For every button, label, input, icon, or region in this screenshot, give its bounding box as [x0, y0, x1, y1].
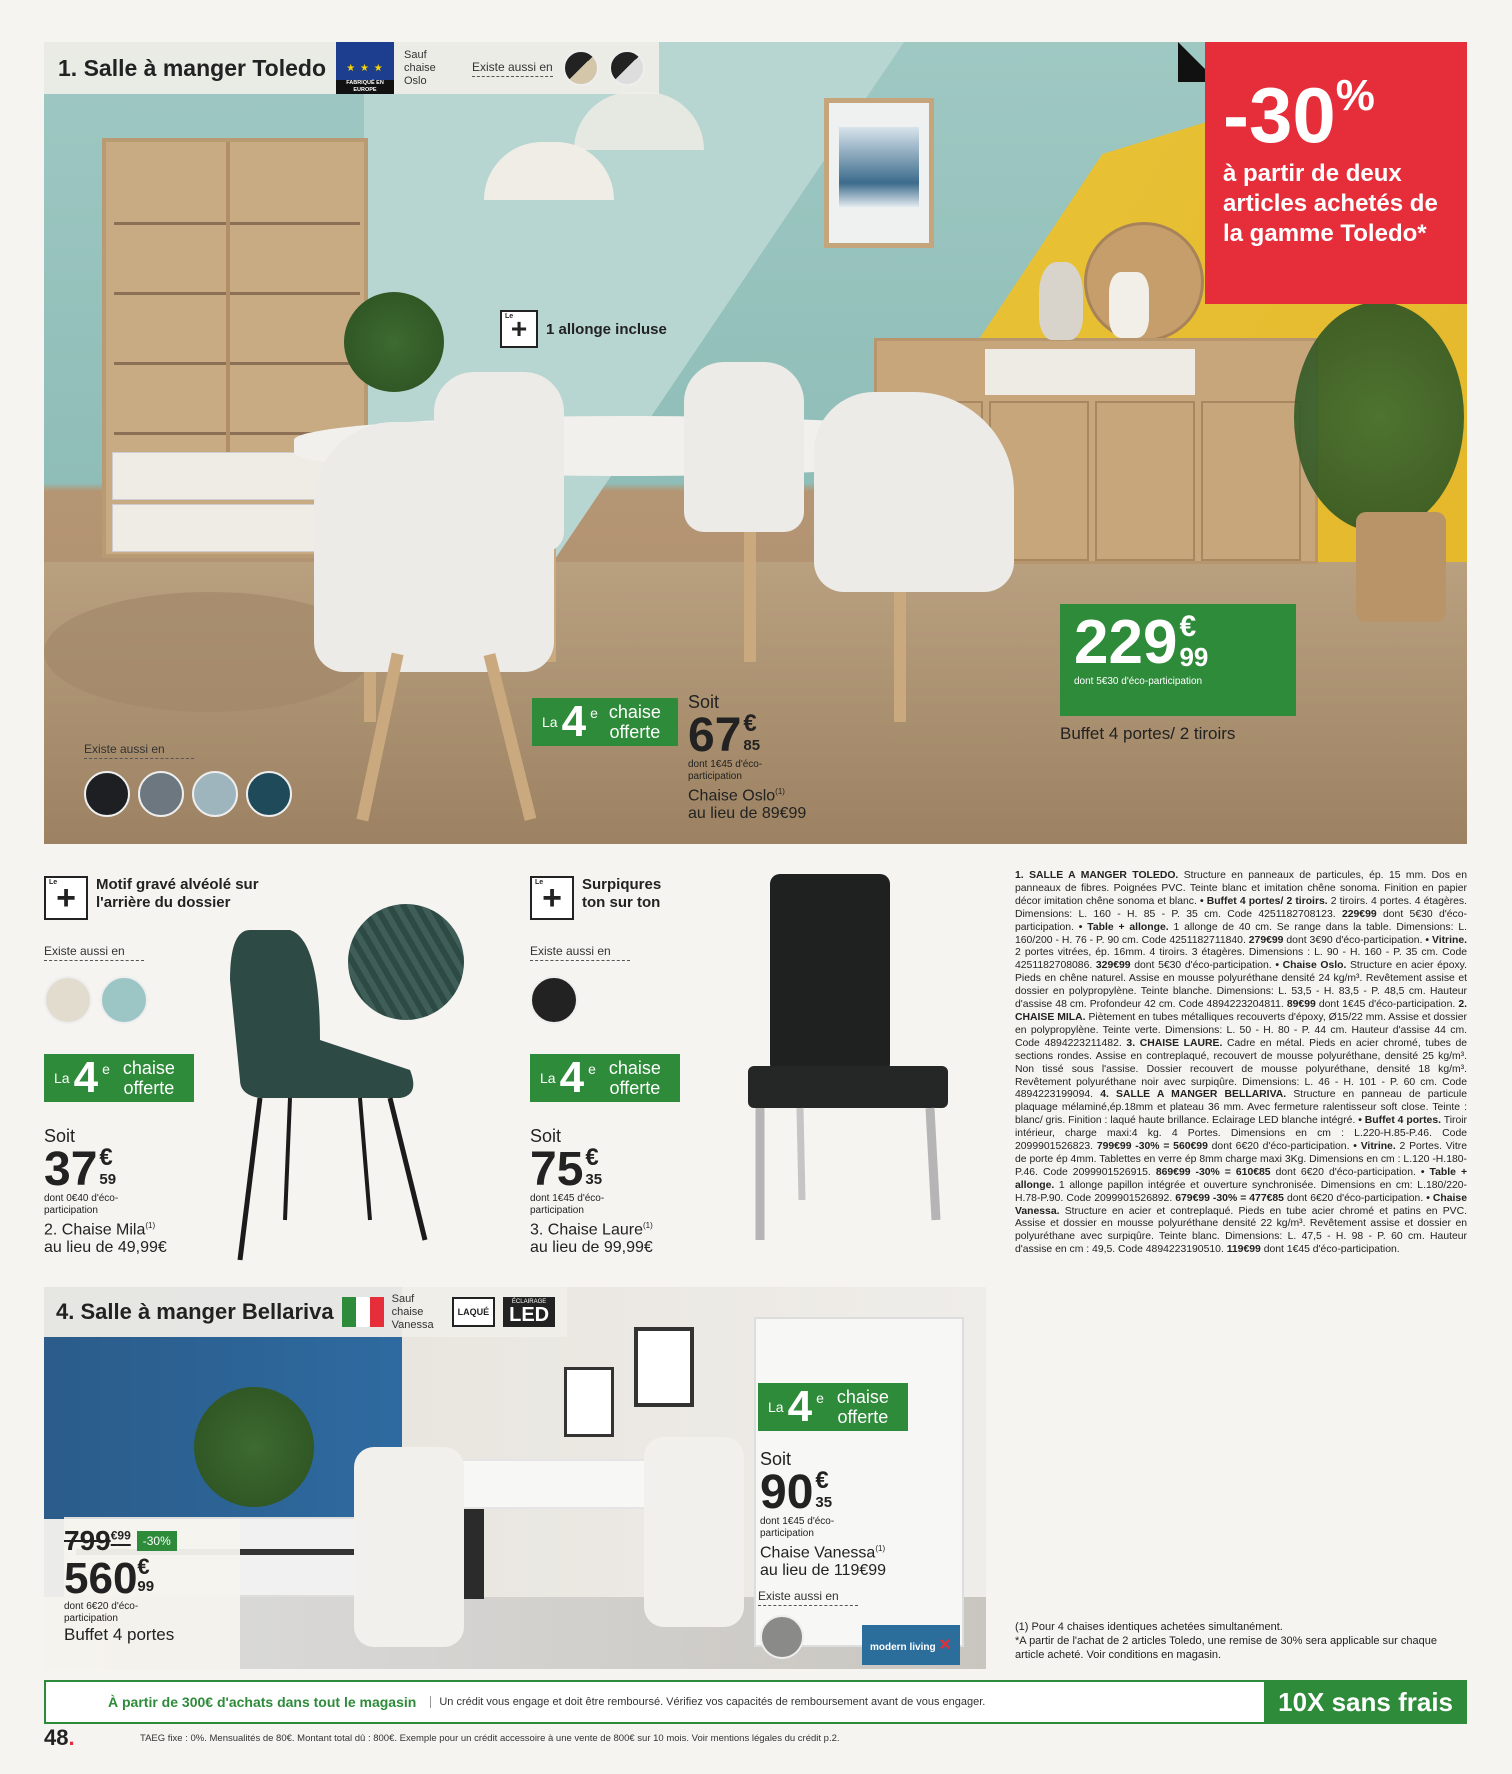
oslo-chair-front	[314, 422, 554, 672]
modern-living-logo: modern living ✕	[862, 1625, 960, 1665]
swatch-grey[interactable]	[138, 771, 184, 817]
oslo-chair-back-2	[684, 362, 804, 532]
allonge-feature	[500, 310, 667, 348]
eu-label: FABRIQUÉ EN EUROPE	[336, 80, 394, 94]
mila-exists-label: Existe aussi en	[44, 944, 144, 961]
wall-frame	[824, 98, 934, 248]
product-description: 1. SALLE A MANGER TOLEDO. Structure en panneaux de particules, ép. 15 mm. Dos en panneaux de fibres. Poignées PVC. Teinte blanc et imitation chêne sonoma. Finition en papier décor imitation chêne sonoma et blanc. • Buffet 4 portes/ 2 tiroirs. 2 tiroirs. 4 portes. 4 étagères. Dimensions: L. 160 - H. 85 - P. 35 cm. Code 4251182708123. 229€99 dont 5€30 d'éco-participation. • Table + allonge. 1 allonge de 40 cm. Se range dans la table. Dimensions: L. 160/200 - H. 76 - P. 90 cm. Code 4251182711840. 279€99 dont 3€90 d'éco-participation. • Vitrine. 2 portes vitrées, ép. 16mm. 4 tiroirs. 3 étagères. Dimensions : L. 90 - H. 160 - P. 35 cm. Code 4251182708086. 329€99 dont 5€30 d'éco-participation. • Chaise Oslo. Structure en acier époxy. Pieds en chêne naturel. Assise en mousse polyuréthane densité 24 kg/m³. Revêtement assise et dossier en polypropylène. Teinte blanche. Dimensions: L. 53,5 - H. 83,5 - P. 48,5 cm. Hauteur d'assise 48 cm. Profondeur 42 cm. Code 4894223204811. 89€99 dont 1€45 d'éco-participation. 2. CHAISE MILA. Piètement en tubes métalliques recouverts d'époxy, Ø15/22 mm. Assise et dossier en polypropylène. Teinte verte. Dimensions: L. 50 - H. 80 - P. 44 cm. Hauteur d'assise 44 cm. Code 4894223211482. 3. CHAISE LAURE. Cadre en métal. Pieds en acier chromé, tubes de sections rondes. Assise en contreplaqué, recouvert de mousse polyuréthane, densité 25 kg/m³. Non tissé sous l'assise. Dossier recouvert de mousse polyuréthane, densité 18 kg/m³. Revêtement polyuréthane noir avec surpiqûre. Dimensions: L. 46 - H. 101 - P. 60 cm. Code 4894223199094. 4. SALLE A MANGER BELLARIVA. Structure en panneau de particule plaquage mélaminé,ép.18mm et plateau 36 mm. Avec fermeture ralentisseur soft close. Teinte : blanc/ gris. Finition : laqué haute brillance. Eclairage LED blanche intégré. • Buffet 4 portes. Tiroir intérieur, charge maxi:4 kg. 4 Portes. Dimensions en cm : L.220-H.85-P.46. Code 2099901526823. 799€99 -30% = 560€99 dont 6€20 d'éco-participation. • Vitrine. 2 Portes. Vitre de porte ép 4mm. Tablettes en verre ép 8mm charge maxi 3Kg. Dimensions en cm : L.120 -H.180-P.46. Code 2099901526915. 869€99 -30% = 610€85 dont 6€20 d'éco-participation. • Table + allonge. 1 allonge papillon intégrée et ouverture synchronisée. Dimensions en cm: L.180/220-H.78-P.90. Code 2099901526892. 679€99 -30% = 477€85 dont 6€20 d'éco-participation. • Chaise Vanessa. Structure en acier et contreplaqué. Pieds en tube acier chromé et patins en PVC. Assise et dossier en mousse polyuréthane densité 22 kg/m³. Revêtement assise et dossier en polyuréthane avec surpiqûre. Teinte blanc. Dimensions: L. 47,5 - H. 98 - P. 60 cm. Hauteur d'assise en cm : 49,5. Code 4894223190510. 119€99 dont 1€45 d'éco-participation.	[1015, 870, 1468, 1256]
toledo-title-bar	[44, 42, 659, 94]
vase-2	[1109, 272, 1149, 338]
plant	[1294, 302, 1464, 532]
swatch-black[interactable]	[84, 771, 130, 817]
oslo-chair-right	[814, 392, 1014, 592]
mila-offer-badge: La 4 e chaise offerte	[44, 1054, 194, 1102]
bellariva-buffet-price	[44, 1519, 240, 1669]
vanessa-offer-badge: La 4 e chaise offerte	[758, 1383, 908, 1431]
taeg-legal: TAEG fixe : 0%. Mensualités de 80€. Montant total dû : 800€. Exemple pour un crédit accessoire à une vente de 800€ sur 10 mois. Voir mentions légales du crédit p.2.	[140, 1733, 840, 1744]
footnote-2: *A partir de l'achat de 2 articles Toledo, une remise de 30% sera applicable sur chaque article acheté. Voir conditions en magasin.	[1015, 1635, 1437, 1661]
table-plant	[344, 292, 444, 392]
chair-colors	[84, 742, 292, 817]
page-number: 48.	[44, 1725, 75, 1750]
plant-basket	[1356, 512, 1446, 622]
buffet-eco: dont 5€30 d'éco-participation	[1074, 676, 1203, 687]
laure-swatch-black[interactable]	[530, 976, 578, 1024]
promo-30-percent: -30% à partir de deux articles achetés de la gamme Toledo*	[1205, 42, 1467, 304]
bellariva-title: 4. Salle à manger Bellariva	[56, 1299, 334, 1324]
buffet-name: Buffet 4 portes/ 2 tiroirs	[1060, 724, 1236, 743]
plus-icon: Le +	[530, 876, 574, 920]
led-badge: ÉCLAIRAGE LED	[503, 1297, 555, 1327]
credit-badge: 10X sans frais	[1264, 1682, 1467, 1722]
except-note: Sauf chaise Oslo	[404, 48, 436, 87]
swatch-light-blue[interactable]	[192, 771, 238, 817]
swatch-petrol[interactable]	[246, 771, 292, 817]
toledo-title: 1. Salle à manger Toledo	[58, 54, 326, 81]
mila-swatch-mint[interactable]	[100, 976, 148, 1024]
plus-icon: Le +	[500, 310, 538, 348]
mila-price-block: Soit 37 € 59 dont 0€40 d'éco-participation 2. Chaise Mila$^{(1)}$ au lieu de 49,99€	[44, 1126, 167, 1257]
laure-exists-label: Existe aussi en	[530, 944, 630, 961]
footnote-1: (1) Pour 4 chaises identiques achetées simultanément.	[1015, 1621, 1283, 1633]
laure-offer-badge: La 4 e chaise offerte	[530, 1054, 680, 1102]
laque-badge: LAQUÉ	[452, 1297, 496, 1327]
vase	[1039, 262, 1083, 340]
promo-text: à partir de deux articles achetés de la gamme Toledo*	[1223, 160, 1438, 247]
oslo-offer-badge: La 4 e chaise offerte	[532, 698, 678, 746]
bellariva-buffet-name: Buffet 4 portes	[64, 1625, 175, 1644]
vanessa-chair-2	[644, 1437, 744, 1627]
bellariva-title-bar	[44, 1287, 567, 1337]
footnotes	[1015, 1620, 1467, 1662]
italy-flag-icon	[342, 1297, 384, 1327]
mila-pattern-zoom	[348, 904, 464, 1020]
credit-banner	[44, 1680, 1467, 1724]
bellariva-image	[44, 1287, 986, 1669]
bellariva-except-note: Sauf chaise Vanessa	[391, 1292, 434, 1331]
allonge-note: 1 allonge incluse	[546, 320, 667, 338]
laure-feature: Le + Surpiqures ton sur ton	[530, 876, 682, 920]
mila-feature: Le + Motif gravé alvéolé sur l'arrière du dossier	[44, 876, 296, 920]
vanessa-chair	[354, 1447, 464, 1647]
oslo-price-block: Soit 67 € 85 dont 1€45 d'éco-participation Chaise Oslo$^{(1)}$ au lieu de 89€99	[688, 692, 807, 823]
discount-badge: -30%	[137, 1531, 177, 1551]
buffet-price-tag	[1060, 604, 1296, 716]
exists-label: Existe aussi en	[472, 60, 553, 77]
vanessa-price-block: Soit 90 € 35 dont 1€45 d'éco-participation Chaise Vanessa$^{(1)}$ au lieu de 119€99	[760, 1449, 887, 1580]
vanessa-exists-label: Existe aussi en	[758, 1589, 858, 1606]
laure-chair-image	[740, 870, 960, 1270]
credit-warning: Un crédit vous engage et doit être remboursé. Vérifiez vos capacités de remboursement avant de vous engager.	[430, 1696, 1264, 1708]
new-price: 560 € 99	[64, 1554, 155, 1603]
mila-swatch-beige[interactable]	[44, 976, 92, 1024]
bellariva-buffet-eco: dont 6€20 d'éco-participation	[64, 1601, 139, 1624]
plant	[194, 1387, 314, 1507]
laure-price-block: Soit 75 € 35 dont 1€45 d'éco-participation 3. Chaise Laure$^{(1)}$ au lieu de 99,99€	[530, 1126, 653, 1257]
swatch-oak-black[interactable]	[563, 50, 599, 86]
old-price: $799^{€99}$	[64, 1525, 131, 1556]
exists-label-chairs: Existe aussi en	[84, 742, 194, 759]
credit-headline: À partir de 300€ d'achats dans tout le magasin	[108, 1694, 417, 1710]
swatch-white-black[interactable]	[609, 50, 645, 86]
wall-frame	[634, 1327, 694, 1407]
vanessa-swatch-grey[interactable]	[760, 1615, 804, 1659]
buffet-price: 229 € 99	[1074, 608, 1209, 677]
eu-flag-icon: ★ ★ ★ FABRIQUÉ EN EUROPE	[336, 42, 394, 94]
plus-icon: Le +	[44, 876, 88, 920]
